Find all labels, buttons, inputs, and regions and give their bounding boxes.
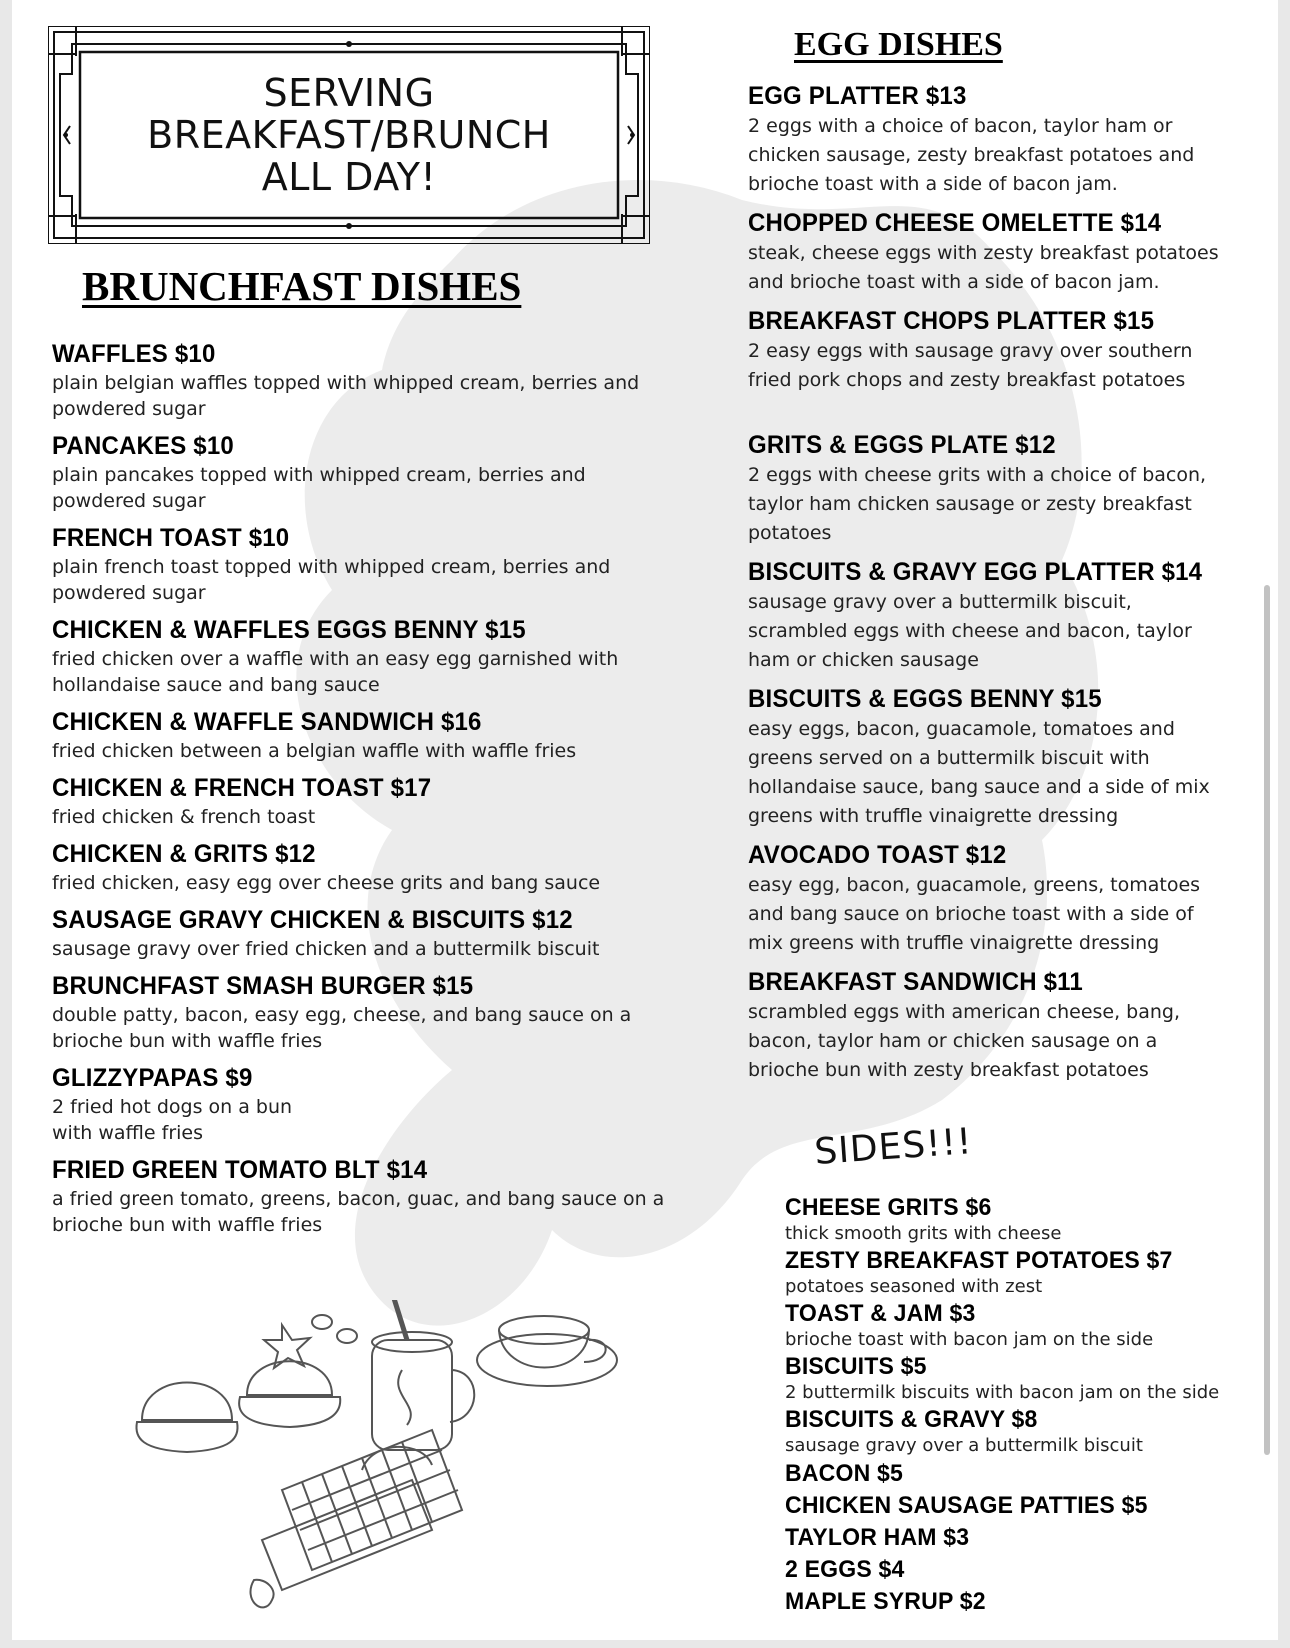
item-name: BISCUITS $5 xyxy=(785,1353,927,1380)
item-desc: easy eggs, bacon, guacamole, tomatoes and greens served on a buttermilk biscuit with hollandaise sauce, bang sauce and a side of mix greens with truffle vinaigrette dressing xyxy=(748,718,1210,827)
item-desc: plain belgian waffles topped with whipped cream, berries and powdered sugar xyxy=(52,372,640,420)
item-desc: 2 fried hot dogs on a bun with waffle fries xyxy=(52,1096,293,1144)
side-item xyxy=(785,1554,1255,1586)
item-name: CHOPPED CHEESE OMELETTE $14 xyxy=(748,209,1162,237)
menu-item xyxy=(52,838,702,896)
item-desc: brioche toast with bacon jam on the side xyxy=(785,1329,1154,1350)
item-name: CHEESE GRITS $6 xyxy=(785,1194,992,1221)
menu-item xyxy=(748,839,1258,958)
breakfast-illustration xyxy=(132,1300,642,1630)
item-name: EGG PLATTER $13 xyxy=(748,82,967,110)
item-name: TOAST & JAM $3 xyxy=(785,1300,976,1327)
item-desc: fried chicken & french toast xyxy=(52,806,316,828)
item-desc: double patty, bacon, easy egg, cheese, and bang sauce on a brioche bun with waffle fries xyxy=(52,1004,632,1052)
menu-item xyxy=(748,966,1258,1085)
side-item xyxy=(785,1586,1255,1618)
item-name: GRITS & EGGS PLATE $12 xyxy=(748,431,1056,459)
item-name: GLIZZYPAPAS $9 xyxy=(52,1064,253,1092)
menu-item xyxy=(52,338,702,422)
item-name: PANCAKES $10 xyxy=(52,432,234,460)
item-desc: 2 eggs with cheese grits with a choice of bacon, taylor ham chicken sausage or zesty breakfast potatoes xyxy=(748,464,1207,544)
item-name: ZESTY BREAKFAST POTATOES $7 xyxy=(785,1247,1173,1274)
item-name: SAUSAGE GRAVY CHICKEN & BISCUITS $12 xyxy=(52,906,573,934)
side-item xyxy=(785,1352,1255,1405)
item-desc: scrambled eggs with american cheese, bang, bacon, taylor ham or chicken sausage on a brioche bun with zesty breakfast potatoes xyxy=(748,1001,1181,1081)
item-name: BREAKFAST SANDWICH $11 xyxy=(748,968,1083,996)
item-desc: fried chicken, easy egg over cheese grits and bang sauce xyxy=(52,872,601,894)
menu-item xyxy=(748,429,1258,548)
side-item xyxy=(785,1299,1255,1352)
side-item xyxy=(785,1193,1255,1246)
item-name: BACON $5 xyxy=(785,1460,904,1487)
item-name: CHICKEN & WAFFLE SANDWICH $16 xyxy=(52,708,482,736)
item-name: BRUNCHFAST SMASH BURGER $15 xyxy=(52,972,474,1000)
egg-dishes-list xyxy=(748,80,1258,1093)
menu-item xyxy=(748,207,1258,297)
menu-item xyxy=(52,522,702,606)
item-desc: sausage gravy over fried chicken and a buttermilk biscuit xyxy=(52,938,600,960)
item-name: BREAKFAST CHOPS PLATTER $15 xyxy=(748,307,1155,335)
menu-item xyxy=(748,683,1258,831)
menu-item xyxy=(52,904,702,962)
menu-item xyxy=(52,706,702,764)
item-name: CHICKEN & GRITS $12 xyxy=(52,840,316,868)
menu-item xyxy=(52,772,702,830)
item-desc: plain pancakes topped with whipped cream, berries and powdered sugar xyxy=(52,464,586,512)
item-desc: steak, cheese eggs with zesty breakfast potatoes and brioche toast with a side of bacon jam. xyxy=(748,242,1219,293)
sides-list xyxy=(785,1193,1255,1618)
item-desc: 2 easy eggs with sausage gravy over southern fried pork chops and zesty breakfast potatoes xyxy=(748,340,1193,391)
side-item xyxy=(785,1246,1255,1299)
egg-dishes-title: EGG DISHES xyxy=(794,26,1003,63)
item-desc: thick smooth grits with cheese xyxy=(785,1223,1062,1244)
banner xyxy=(48,26,650,244)
menu-item xyxy=(52,970,702,1054)
menu-item xyxy=(52,1062,702,1146)
item-desc: sausage gravy over a buttermilk biscuit, scrambled eggs with cheese and bacon, taylor ham or chicken sausage xyxy=(748,591,1192,671)
item-name: CHICKEN SAUSAGE PATTIES $5 xyxy=(785,1492,1148,1519)
item-desc: plain french toast topped with whipped cream, berries and powdered sugar xyxy=(52,556,611,604)
item-name: CHICKEN & WAFFLES EGGS BENNY $15 xyxy=(52,616,526,644)
item-desc: potatoes seasoned with zest xyxy=(785,1276,1043,1297)
brunchfast-list xyxy=(52,338,702,1246)
menu-item xyxy=(748,80,1258,199)
banner-line: ALL DAY! xyxy=(261,155,437,199)
side-item xyxy=(785,1490,1255,1522)
side-item xyxy=(785,1405,1255,1458)
menu-item xyxy=(748,305,1258,395)
menu-item xyxy=(52,614,702,698)
item-desc: 2 eggs with a choice of bacon, taylor ham or chicken sausage, zesty breakfast potatoes and brioche toast with a side of bacon jam. xyxy=(748,115,1195,195)
item-desc: sausage gravy over a buttermilk biscuit xyxy=(785,1435,1143,1456)
banner-line: BREAKFAST/BRUNCH xyxy=(147,113,551,157)
menu-item xyxy=(52,1154,702,1238)
item-name: BISCUITS & GRAVY EGG PLATTER $14 xyxy=(748,558,1203,586)
item-name: FRENCH TOAST $10 xyxy=(52,524,290,552)
menu-item xyxy=(748,556,1258,675)
side-item xyxy=(785,1522,1255,1554)
sides-title: SIDES!!! xyxy=(813,1121,974,1173)
menu-page xyxy=(12,0,1278,1640)
item-desc: easy egg, bacon, guacamole, greens, tomatoes and bang sauce on brioche toast with a side of mix greens with truffle vinaigrette dressing xyxy=(748,874,1201,954)
scrollbar[interactable] xyxy=(1264,585,1270,1455)
brunchfast-title: BRUNCHFAST DISHES xyxy=(82,263,522,309)
item-desc: a fried green tomato, greens, bacon, guac, and bang sauce on a brioche bun with waffle fries xyxy=(52,1188,665,1236)
item-name: BISCUITS & GRAVY $8 xyxy=(785,1406,1038,1433)
item-desc: fried chicken between a belgian waffle with waffle fries xyxy=(52,740,577,762)
item-name: FRIED GREEN TOMATO BLT $14 xyxy=(52,1156,428,1184)
item-name: MAPLE SYRUP $2 xyxy=(785,1588,986,1615)
item-name: BISCUITS & EGGS BENNY $15 xyxy=(748,685,1102,713)
menu-item xyxy=(52,430,702,514)
item-name: WAFFLES $10 xyxy=(52,340,216,368)
item-desc: fried chicken over a waffle with an easy egg garnished with hollandaise sauce and bang sauce xyxy=(52,648,619,696)
side-item xyxy=(785,1458,1255,1490)
item-name: 2 EGGS $4 xyxy=(785,1556,905,1583)
item-name: CHICKEN & FRENCH TOAST $17 xyxy=(52,774,432,802)
banner-line: SERVING xyxy=(263,71,435,115)
item-desc: 2 buttermilk biscuits with bacon jam on the side xyxy=(785,1382,1220,1403)
item-name: TAYLOR HAM $3 xyxy=(785,1524,970,1551)
item-name: AVOCADO TOAST $12 xyxy=(748,841,1007,869)
